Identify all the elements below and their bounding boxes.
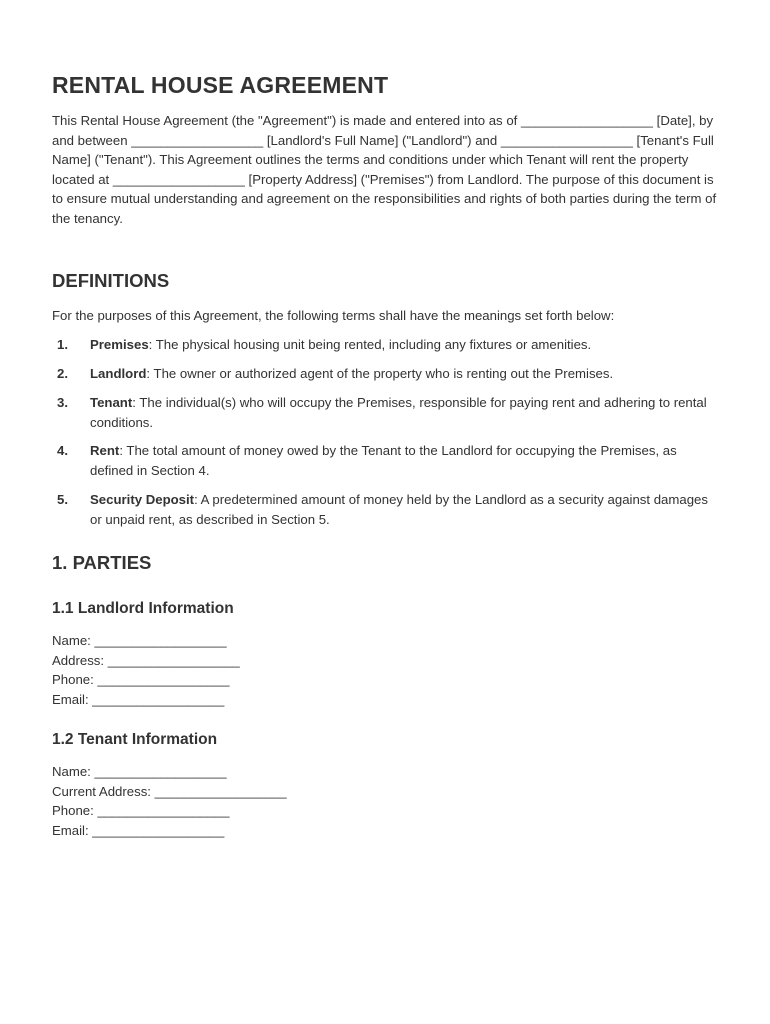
term: Rent (90, 443, 120, 458)
intro-paragraph: This Rental House Agreement (the "Agreement") is made and entered into as of __________________ [Date], by and between __________________ [Landlord's Full Name] ("Landlord") and __________________ [Tenant's Full Name] ("Tenant"). This Agreement outlines the terms and conditions under which Tenant will rent the property located at __________________ [Property Address] ("Premises") from Landlord. The purpose of this document is to ensure mutual understanding and agreement on the responsibilities and rights of both parties during the term of the tenancy. (52, 113, 717, 226)
landlord-fields (52, 631, 722, 709)
parties-heading: 1. PARTIES (52, 552, 152, 573)
tenant-name-field[interactable]: Name: __________________ (52, 764, 227, 779)
document-title: RENTAL HOUSE AGREEMENT (52, 72, 389, 98)
term-definition: : The owner or authorized agent of the property who is renting out the Premises. (146, 366, 614, 381)
definitions-intro: For the purposes of this Agreement, the following terms shall have the meanings set forth below: (52, 308, 615, 323)
tenant-address-field[interactable]: Current Address: __________________ (52, 783, 287, 799)
term-definition: : The total amount of money owed by the Tenant to the Landlord for occupying the Premises, as defined in Section 4. (90, 443, 677, 478)
term: Premises (90, 337, 149, 352)
definition-item (52, 364, 722, 384)
item-number: 2. (57, 366, 68, 381)
landlord-phone-field[interactable]: Phone: __________________ (52, 672, 230, 688)
term-definition: : A predetermined amount of money held by the Landlord as a security against damages or unpaid rent, as described in Section 5. (90, 492, 708, 527)
tenant-fields (52, 762, 722, 840)
tenant-email-field[interactable]: Email: __________________ (52, 822, 225, 838)
item-number: 5. (57, 492, 68, 507)
term-definition: : The physical housing unit being rented, including any fixtures or amenities. (148, 337, 592, 352)
item-number: 1. (57, 337, 68, 352)
definition-item (52, 335, 722, 355)
item-number: 3. (57, 395, 68, 410)
tenant-info-heading: 1.2 Tenant Information (52, 731, 218, 748)
term: Landlord (90, 366, 147, 381)
landlord-address-field[interactable]: Address: __________________ (52, 652, 240, 668)
definition-item (52, 490, 722, 529)
definition-item (52, 393, 722, 432)
tenant-phone-field[interactable]: Phone: __________________ (52, 803, 230, 819)
landlord-name-field[interactable]: Name: __________________ (52, 633, 227, 648)
landlord-info-heading: 1.1 Landlord Information (52, 600, 234, 617)
term-definition: : The individual(s) who will occupy the Premises, responsible for paying rent and adhering to rental conditions. (90, 395, 707, 430)
item-number: 4. (57, 443, 68, 458)
landlord-email-field[interactable]: Email: __________________ (52, 691, 225, 707)
definition-item (52, 441, 722, 480)
term: Security Deposit (90, 492, 195, 507)
term: Tenant (90, 395, 133, 410)
definitions-heading: DEFINITIONS (52, 270, 170, 291)
